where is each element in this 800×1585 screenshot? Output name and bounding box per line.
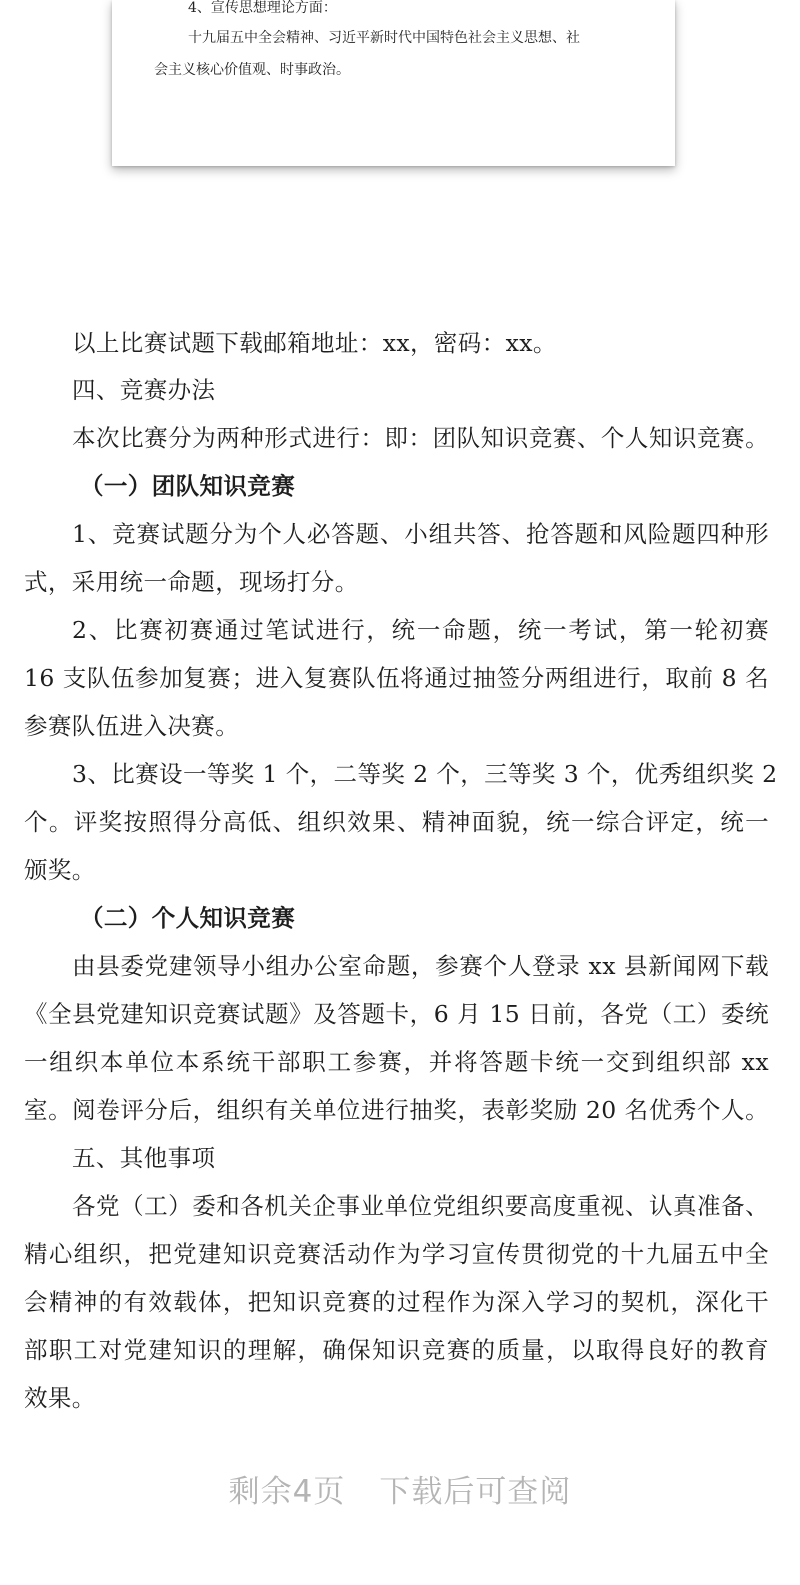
section-heading: 四、竞赛办法	[72, 376, 216, 404]
paragraph-line: 3、比赛设一等奖 1 个，二等奖 2 个，三等奖 3 个，优秀组织奖 2	[72, 760, 778, 788]
paragraph-line: 一组织本单位本系统干部职工参赛，并将答题卡统一交到组织部 xx	[24, 1048, 769, 1076]
paragraph-line: 室。阅卷评分后，组织有关单位进行抽奖，表彰奖励 20 名优秀个人。	[24, 1096, 769, 1124]
paragraph-line: 个。评奖按照得分高低、组织效果、精神面貌，统一综合评定，统一	[24, 808, 769, 836]
subsection-heading: （一）团队知识竞赛	[80, 472, 296, 500]
paragraph-line: 本次比赛分为两种形式进行：即：团队知识竞赛、个人知识竞赛。	[72, 424, 769, 452]
paragraph-line: 2、比赛初赛通过笔试进行，统一命题，统一考试，第一轮初赛	[72, 616, 769, 644]
paragraph-line: 由县委党建领导小组办公室命题，参赛个人登录 xx 县新闻网下载	[72, 952, 769, 980]
paragraph-line: 参赛队伍进入决赛。	[24, 712, 240, 740]
paragraph-line: 会精神的有效载体，把知识竞赛的过程作为深入学习的契机，深化干	[24, 1288, 769, 1316]
paragraph-line: 精心组织，把党建知识竞赛活动作为学习宣传贯彻党的十九届五中全	[24, 1240, 769, 1268]
preview-line: 会主义核心价值观、时事政治。	[154, 62, 350, 78]
subsection-heading: （二）个人知识竞赛	[80, 904, 296, 932]
download-prompt[interactable]	[0, 1466, 800, 1516]
preview-line: 4、宣传思想理论方面：	[188, 0, 337, 16]
paragraph-line: 1、竞赛试题分为个人必答题、小组共答、抢答题和风险题四种形	[72, 520, 769, 548]
paragraph-line: 部职工对党建知识的理解，确保知识竞赛的质量，以取得良好的教育	[24, 1336, 769, 1364]
paragraph-line: 各党（工）委和各机关企事业单位党组织要高度重视、认真准备、	[72, 1192, 769, 1220]
paragraph-line: 16 支队伍参加复赛；进入复赛队伍将通过抽签分两组进行，取前 8 名	[24, 664, 769, 692]
paragraph-line: 《全县党建知识竞赛试题》及答题卡，6 月 15 日前，各党（工）委统	[24, 1000, 769, 1028]
paragraph-line: 以上比赛试题下载邮箱地址：xx，密码：xx。	[72, 329, 557, 357]
remaining-pages-label: 剩余4页	[228, 1474, 346, 1510]
preview-line: 十九届五中全会精神、习近平新时代中国特色社会主义思想、社	[188, 30, 580, 46]
paragraph-line: 式，采用统一命题，现场打分。	[24, 568, 359, 596]
download-to-read-link[interactable]: 下载后可查阅	[379, 1474, 572, 1510]
paragraph-line: 颁奖。	[24, 856, 96, 884]
section-heading: 五、其他事项	[72, 1144, 216, 1172]
paragraph-line: 效果。	[24, 1384, 96, 1412]
preview-page-card	[112, 0, 675, 166]
